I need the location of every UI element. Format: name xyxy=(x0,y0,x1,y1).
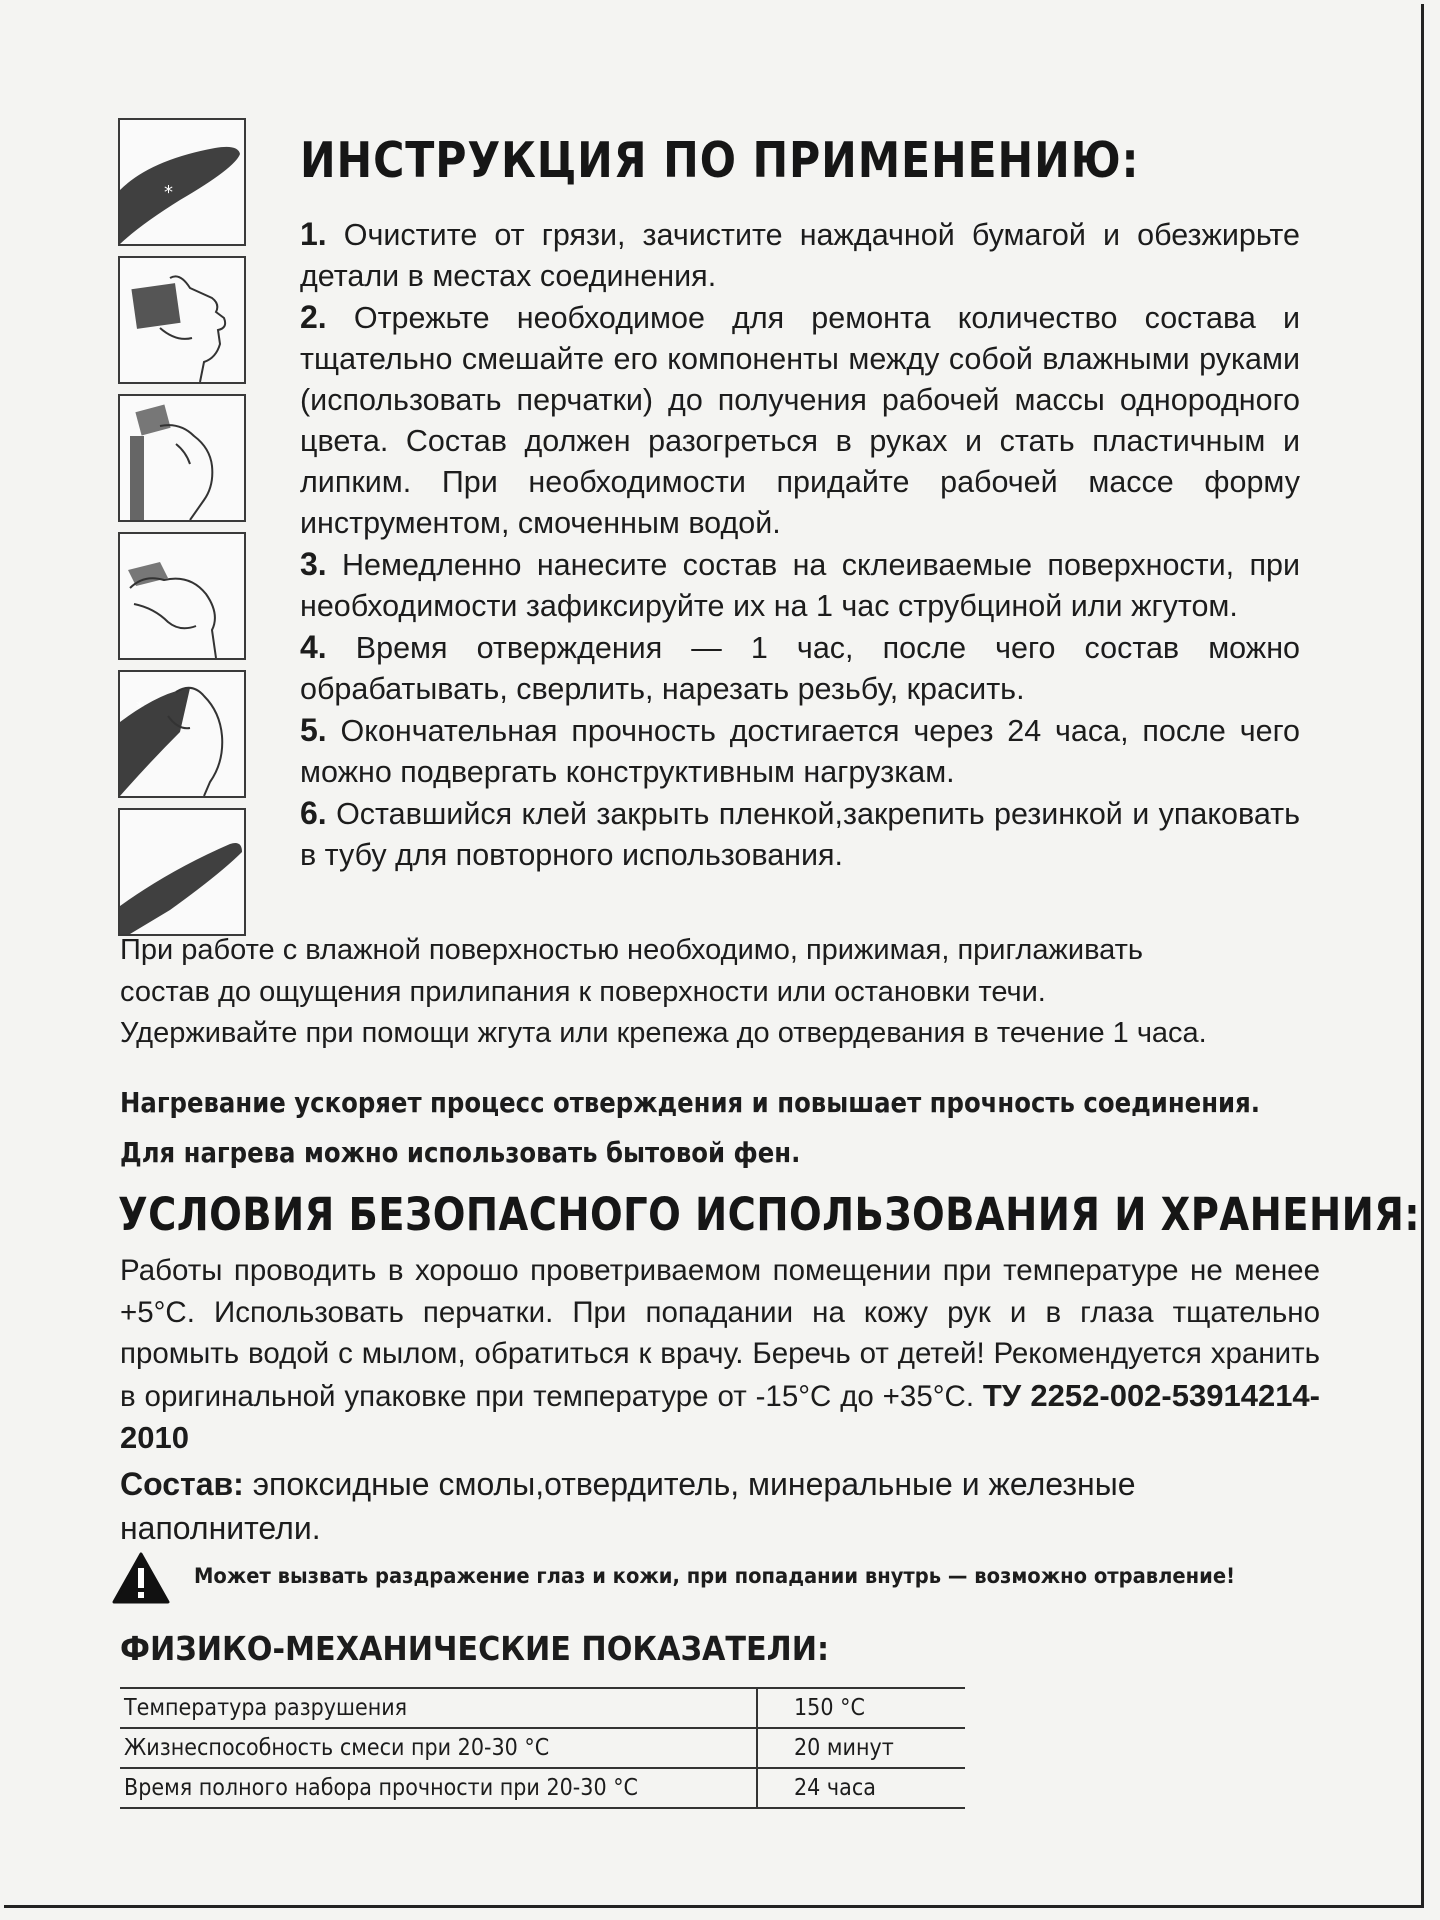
composition xyxy=(120,1462,1320,1550)
svg-text:*: * xyxy=(164,182,173,203)
wet-surface-line: состав до ощущения прилипания к поверхности или остановки течи. xyxy=(120,975,1046,1008)
step-number: 4. xyxy=(300,629,327,665)
warning-block xyxy=(112,1552,1342,1612)
step-number: 3. xyxy=(300,546,327,582)
step-number: 1. xyxy=(300,216,327,252)
step-4 xyxy=(300,627,1300,710)
wet-surface-line: При работе с влажной поверхностью необходимо, прижимая, приглаживать xyxy=(120,934,1144,966)
kneading-hands-icon xyxy=(118,256,246,384)
step-text: Оставшийся клей закрыть пленкой,закрепить резинкой и упаковать в тубу для повторного использования. xyxy=(300,797,1300,872)
tube-end-icon xyxy=(118,808,246,936)
applying-hand-icon xyxy=(118,394,246,522)
wet-surface-note xyxy=(120,930,1320,1055)
safety-title: УСЛОВИЯ БЕЗОПАСНОГО ИСПОЛЬЗОВАНИЯ И ХРАНЕНИЯ: xyxy=(118,1188,1421,1241)
step-number: 2. xyxy=(300,299,327,335)
safety-text xyxy=(120,1250,1320,1460)
step-icons xyxy=(118,118,246,946)
table-row xyxy=(120,1688,965,1728)
tu-code: ТУ 2252-002-53914214-2010 xyxy=(120,1377,1320,1455)
pressing-hand-icon xyxy=(118,670,246,798)
wet-surface-line: Удерживайте при помощи жгута или крепежа до отвердевания в течение 1 часа. xyxy=(120,1017,1207,1049)
heating-line: Для нагрева можно использовать бытовой фен. xyxy=(120,1136,801,1169)
param-cell: Время полного набора прочности при 20-30 °С xyxy=(120,1768,757,1808)
step-6 xyxy=(300,793,1300,876)
step-text: Окончательная прочность достигается через 24 часа, после чего можно подвергать конструктивным нагрузкам. xyxy=(300,714,1300,789)
step-number: 5. xyxy=(300,712,327,748)
warning-icon xyxy=(112,1552,170,1604)
step-5 xyxy=(300,710,1300,793)
step-3 xyxy=(300,544,1300,627)
step-1 xyxy=(300,214,1300,297)
composition-text: эпоксидные смолы,отвердитель, минеральные и железные наполнители. xyxy=(120,1466,1136,1546)
value-cell: 20 минут xyxy=(757,1728,965,1768)
step-text: Отрежьте необходимое для ремонта количество состава и тщательно смешайте его компоненты между собой влажными руками (использовать перчатки) до получения рабочей массы однородного цвета. Состав должен разогреться в руках и стать пластичным и липким. При необходимости придайте рабочей массе форму инструментом, смоченным водой. xyxy=(300,301,1300,540)
param-cell: Температура разрушения xyxy=(120,1688,757,1728)
table-row xyxy=(120,1768,965,1808)
instructions-title: ИНСТРУКЦИЯ ПО ПРИМЕНЕНИЮ: xyxy=(300,132,1140,189)
tube-tip-icon xyxy=(118,118,246,246)
param-cell: Жизнеспособность смеси при 20-30 °С xyxy=(120,1728,757,1768)
step-text: Время отверждения — 1 час, после чего состав можно обрабатывать, сверлить, нарезать резьбу, красить. xyxy=(300,631,1300,706)
safety-body: Работы проводить в хорошо проветриваемом помещении при температуре не менее +5°С. Использовать перчатки. При попадании на кожу рук и в глаза тщательно промыть водой с мылом, обратиться к врачу. Беречь от детей! Рекомендуется хранить в оригинальной упаковке при температуре от -15°С до +35°С. xyxy=(120,1254,1320,1413)
heating-note xyxy=(120,1078,1260,1178)
composition-label: Состав: xyxy=(120,1466,244,1502)
step-text: Немедленно нанесите состав на склеиваемые поверхности, при необходимости зафиксируйте их на 1 час струбциной или жгутом. xyxy=(300,548,1300,623)
step-text: Очистите от грязи, зачистите наждачной бумагой и обезжирьте детали в местах соединения. xyxy=(300,218,1300,293)
physical-table xyxy=(120,1687,965,1809)
step-2 xyxy=(300,297,1300,544)
gloved-hand-icon xyxy=(118,532,246,660)
value-cell: 150 °С xyxy=(757,1688,965,1728)
physical-title: ФИЗИКО-МЕХАНИЧЕСКИЕ ПОКАЗАТЕЛИ: xyxy=(120,1630,830,1668)
warning-text: Может вызвать раздражение глаз и кожи, при попадании внутрь — возможно отравление! xyxy=(194,1564,1236,1588)
step-number: 6. xyxy=(300,795,327,831)
heating-line: Нагревание ускоряет процесс отверждения и повышает прочность соединения. xyxy=(120,1086,1260,1119)
value-cell: 24 часа xyxy=(757,1768,965,1808)
table-row xyxy=(120,1728,965,1768)
svg-text:*: * xyxy=(136,697,144,716)
instruction-steps xyxy=(300,214,1300,876)
